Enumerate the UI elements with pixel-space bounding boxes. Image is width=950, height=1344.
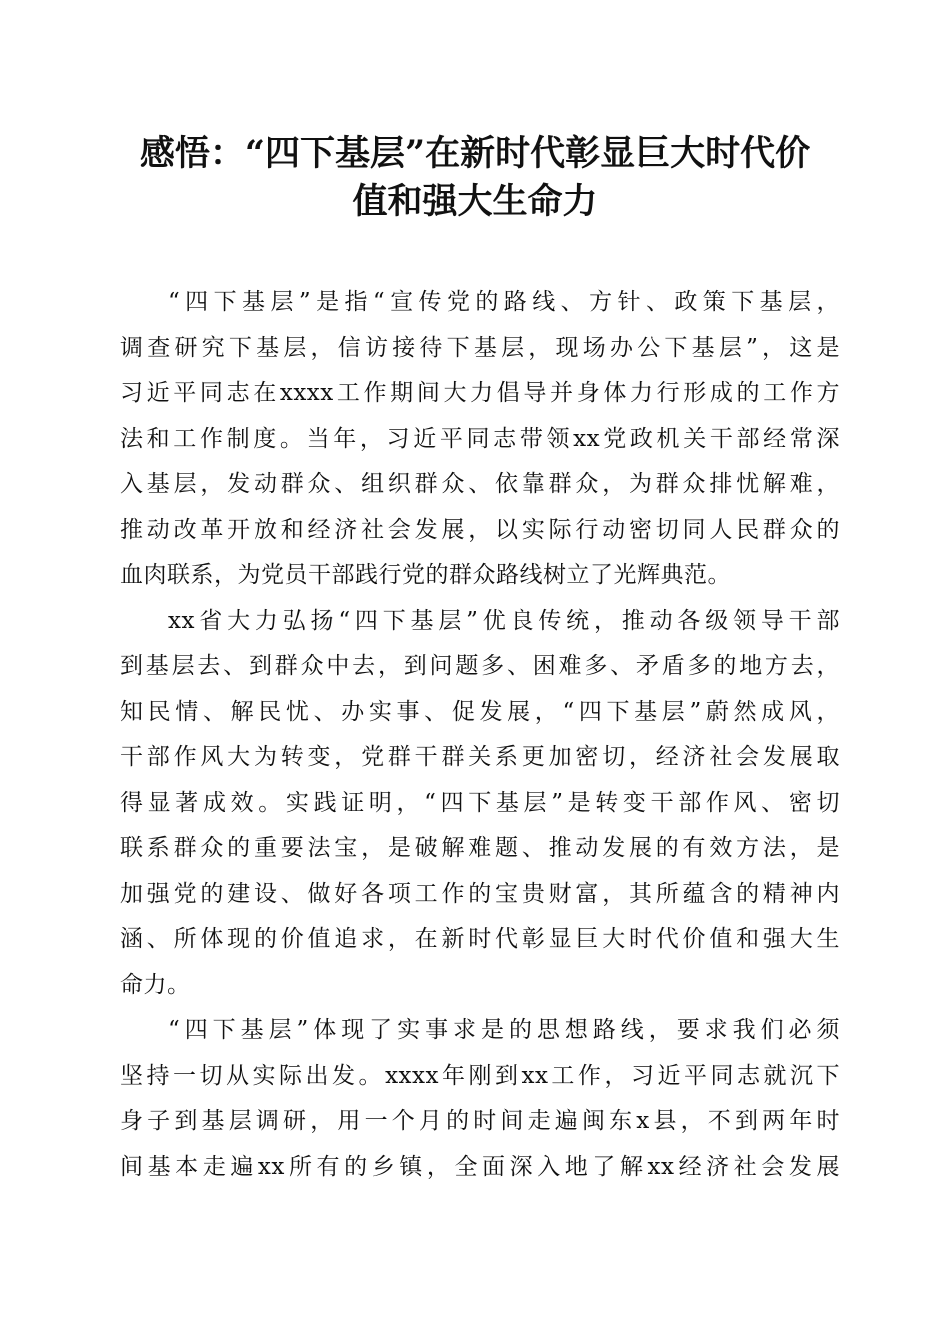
title-line-2: 值和强大生命力 (352, 181, 598, 222)
document-title (110, 130, 840, 226)
text-line: 推动改革开放和经济社会发展，以实际行动密切同人民群众的 (120, 516, 840, 543)
text-line: “四下基层”是指“宣传党的路线、方针、政策下基层， (168, 289, 840, 315)
text-line: 调查研究下基层，信访接待下基层，现场办公下基层”，这是 (120, 334, 840, 361)
text-line: 间基本走遍xx所有的乡镇，全面深入地了解xx经济社会发展 (120, 1153, 840, 1180)
text-line: xx省大力弘扬“四下基层”优良传统，推动各级领导干部 (168, 607, 840, 634)
text-line: 习近平同志在xxxx工作期间大力倡导并身体力行形成的工作方 (120, 380, 840, 406)
text-line: 命力。 (120, 971, 191, 998)
text-line: 加强党的建设、做好各项工作的宝贵财富，其所蕴含的精神内 (120, 880, 840, 907)
text-line: 涵、所体现的价值追求，在新时代彰显巨大时代价值和强大生 (120, 926, 840, 952)
text-line: 到基层去、到群众中去，到问题多、困难多、矛盾多的地方去， (120, 653, 840, 679)
title-line-1: 感悟：“四下基层”在新时代彰显巨大时代价 (139, 133, 811, 174)
text-line: 血肉联系，为党员干部践行党的群众路线树立了光辉典范。 (120, 562, 731, 588)
text-line: 联系群众的重要法宝，是破解难题、推动发展的有效方法，是 (120, 835, 840, 861)
text-line: 干部作风大为转变，党群干群关系更加密切，经济社会发展取 (120, 744, 840, 770)
document-body (120, 280, 840, 1190)
text-line: 身子到基层调研，用一个月的时间走遍闽东x县，不到两年时 (120, 1108, 840, 1134)
text-line: 法和工作制度。当年，习近平同志带领xx党政机关干部经常深 (120, 425, 840, 452)
text-line: 坚持一切从实际出发。xxxx年刚到xx工作，习近平同志就沉下 (120, 1062, 840, 1089)
text-line: 入基层，发动群众、组织群众、依靠群众，为群众排忧解难， (120, 471, 840, 497)
text-line: 知民情、解民忧、办实事、促发展，“四下基层”蔚然成风， (120, 698, 840, 725)
text-line: 得显著成效。实践证明，“四下基层”是转变干部作风、密切 (120, 789, 840, 816)
text-line: “四下基层”体现了实事求是的思想路线，要求我们必须 (168, 1017, 840, 1043)
